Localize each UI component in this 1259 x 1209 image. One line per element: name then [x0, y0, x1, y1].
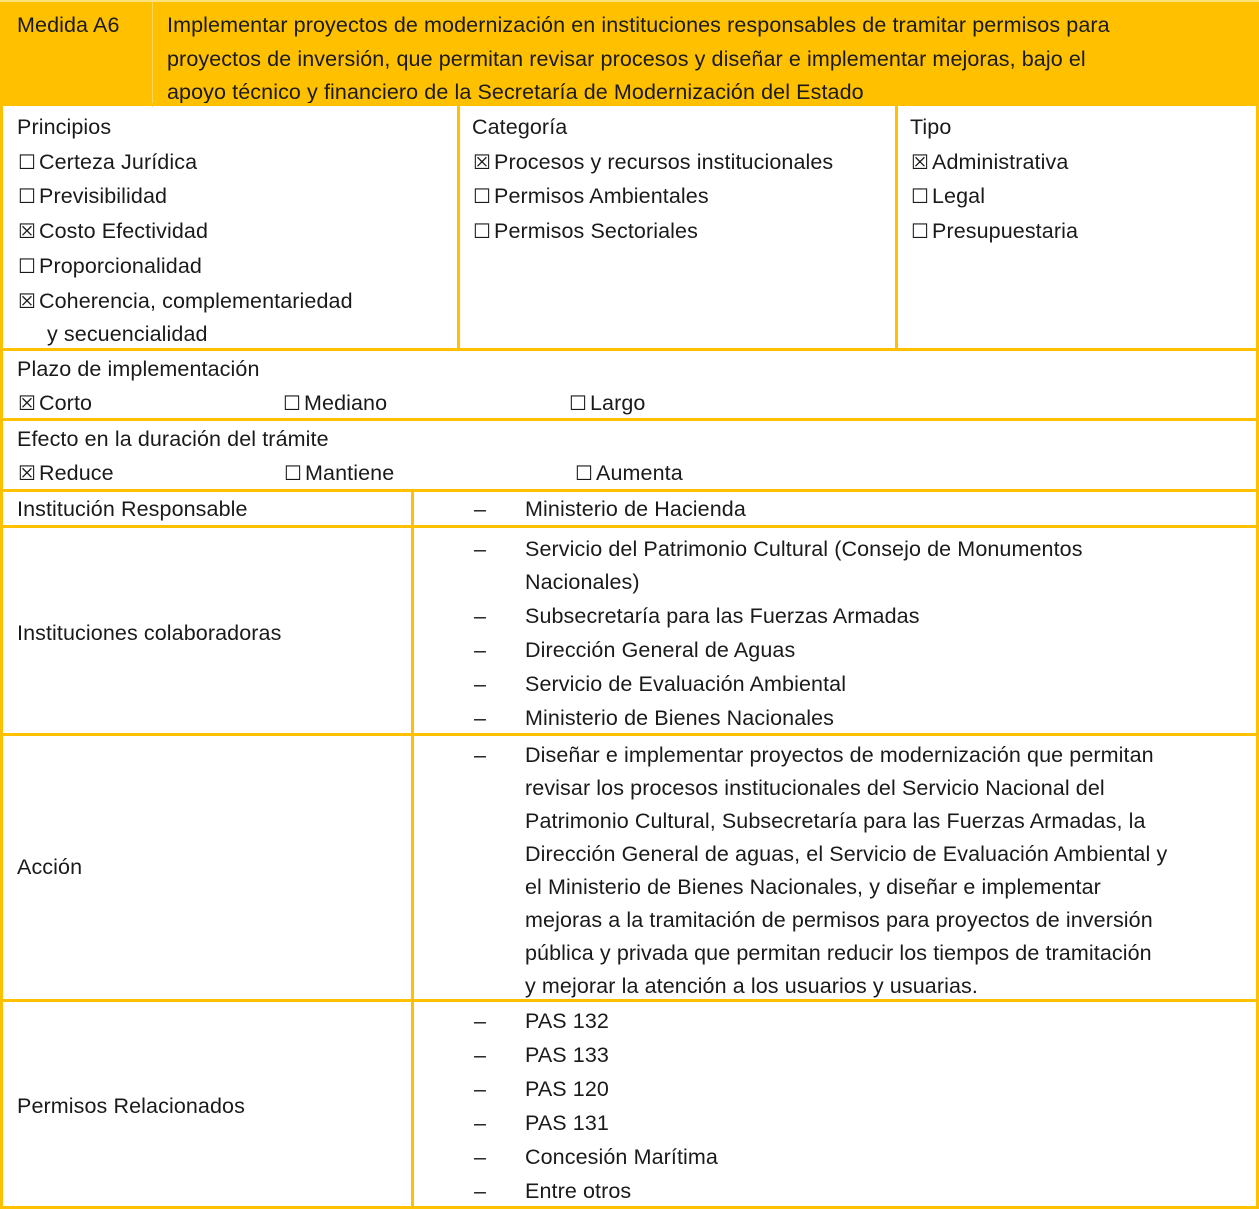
dash-bullet-icon: –	[474, 706, 487, 730]
dash-bullet-icon: –	[474, 1043, 487, 1067]
accion-label: Acción	[17, 855, 83, 879]
tipo-cell	[895, 103, 1259, 351]
permisos-relacionados-value-cell: – PAS 132 – PAS 133 – PAS 120 – PAS 131 – Concesión Marítima – Entre otros	[411, 999, 1259, 1209]
unchecked-box-icon[interactable]: ☐	[18, 256, 37, 278]
checked-box-icon[interactable]: ☒	[18, 463, 37, 485]
measure-title-line-3: apoyo técnico y financiero de la Secretaría de Modernización del Estado	[167, 80, 864, 104]
dash-bullet-icon: –	[474, 1145, 487, 1169]
checked-box-icon[interactable]: ☒	[18, 291, 37, 313]
categoria-label: Categoría	[472, 115, 568, 139]
efecto-mantiene[interactable]: ☐ Mantiene	[284, 456, 394, 491]
principio-certeza-juridica[interactable]: ☐ Certeza Jurídica	[18, 145, 197, 180]
dash-bullet-icon: –	[474, 672, 487, 696]
dash-bullet-icon: –	[474, 1077, 487, 1101]
unchecked-box-icon[interactable]: ☐	[18, 186, 37, 208]
tipo-administrativa[interactable]: ☒ Administrativa	[911, 145, 1068, 180]
checked-box-icon[interactable]: ☒	[911, 152, 930, 174]
principio-costo-efectividad[interactable]: ☒ Costo Efectividad	[18, 214, 208, 249]
accion-line: Diseñar e implementar proyectos de modernización que permitan	[525, 743, 1154, 767]
principio-previsibilidad[interactable]: ☐ Previsibilidad	[18, 179, 167, 214]
plazo-largo[interactable]: ☐ Largo	[569, 386, 646, 421]
unchecked-box-icon[interactable]: ☐	[911, 186, 930, 208]
unchecked-box-icon[interactable]: ☐	[911, 221, 930, 243]
dash-bullet-icon: –	[474, 638, 487, 662]
measure-id: Medida A6	[17, 13, 120, 37]
header-divider	[152, 2, 153, 107]
principio-coherencia[interactable]: ☒ Coherencia, complementariedad	[18, 284, 353, 319]
measure-title-line-2: proyectos de inversión, que permitan revisar procesos y diseñar e implementar mejoras, bajo el	[167, 47, 1086, 71]
accion-line: el Ministerio de Bienes Nacionales, y diseñar e implementar	[525, 875, 1101, 899]
efecto-reduce[interactable]: ☒ Reduce	[18, 456, 114, 491]
dash-bullet-icon: –	[474, 1179, 487, 1203]
dash-bullet-icon: –	[474, 1009, 487, 1033]
dash-bullet-icon: –	[474, 604, 487, 628]
accion-line: Patrimonio Cultural, Subsecretaría para las Fuerzas Armadas, la	[525, 809, 1146, 833]
categoria-cell	[457, 103, 898, 351]
efecto-label: Efecto en la duración del trámite	[17, 427, 329, 451]
unchecked-box-icon[interactable]: ☐	[569, 393, 588, 415]
measure-title-line-1: Implementar proyectos de modernización en instituciones responsables de tramitar permisos para	[167, 13, 1110, 37]
institucion-responsable-label: Institución Responsable	[17, 497, 248, 521]
institucion-responsable-value-cell: – Ministerio de Hacienda	[411, 489, 1259, 528]
accion-line: pública y privada que permitan reducir los tiempos de tramitación	[525, 941, 1152, 965]
instituciones-colaboradoras-label: Instituciones colaboradoras	[17, 621, 282, 645]
accion-line: revisar los procesos institucionales del Servicio Nacional del	[525, 776, 1105, 800]
principio-proporcionalidad[interactable]: ☐ Proporcionalidad	[18, 249, 202, 284]
categoria-permisos-ambientales[interactable]: ☐ Permisos Ambientales	[473, 179, 709, 214]
unchecked-box-icon[interactable]: ☐	[283, 393, 302, 415]
accion-line: Dirección General de aguas, el Servicio de Evaluación Ambiental y	[525, 842, 1168, 866]
permisos-relacionados-label-cell	[0, 999, 414, 1209]
accion-line: y mejorar la atención a los usuarios y usuarias.	[525, 974, 978, 998]
tipo-label: Tipo	[910, 115, 952, 139]
principio-coherencia-continuation: y secuencialidad	[47, 322, 208, 346]
unchecked-box-icon[interactable]: ☐	[284, 463, 303, 485]
unchecked-box-icon[interactable]: ☐	[575, 463, 594, 485]
checked-box-icon[interactable]: ☒	[18, 221, 37, 243]
dash-bullet-icon: –	[474, 537, 487, 561]
tipo-legal[interactable]: ☐ Legal	[911, 179, 985, 214]
efecto-row	[0, 418, 1259, 492]
plazo-mediano[interactable]: ☐ Mediano	[283, 386, 387, 421]
unchecked-box-icon[interactable]: ☐	[18, 152, 37, 174]
efecto-aumenta[interactable]: ☐ Aumenta	[575, 456, 683, 491]
instituciones-colaboradoras-value-cell: – Servicio del Patrimonio Cultural (Consejo de Monumentos Nacionales) – Subsecretaría para las Fuerzas Armadas – Dirección General de Aguas – Servicio de Evaluación Ambiental – Ministerio de Bienes Nacionales	[411, 525, 1259, 736]
categoria-procesos[interactable]: ☒ Procesos y recursos institucionales	[473, 145, 833, 180]
dash-bullet-icon: –	[474, 1111, 487, 1135]
principios-cell	[0, 103, 460, 351]
categoria-permisos-sectoriales[interactable]: ☐ Permisos Sectoriales	[473, 214, 698, 249]
checked-box-icon[interactable]: ☒	[473, 152, 492, 174]
plazo-row	[0, 348, 1259, 421]
tipo-presupuestaria[interactable]: ☐ Presupuestaria	[911, 214, 1078, 249]
instituciones-colaboradoras-label-cell	[0, 525, 414, 736]
accion-value-cell	[411, 733, 1259, 1002]
plazo-label: Plazo de implementación	[17, 357, 260, 381]
accion-line: mejoras a la tramitación de permisos para proyectos de inversión	[525, 908, 1153, 932]
institucion-responsable-label-cell	[0, 489, 414, 528]
measure-header	[0, 0, 1259, 105]
dash-bullet-icon: –	[474, 743, 487, 767]
dash-bullet-icon: –	[474, 497, 487, 521]
principios-label: Principios	[17, 115, 112, 139]
checked-box-icon[interactable]: ☒	[18, 393, 37, 415]
accion-label-cell	[0, 733, 414, 1002]
plazo-corto[interactable]: ☒ Corto	[18, 386, 92, 421]
unchecked-box-icon[interactable]: ☐	[473, 186, 492, 208]
unchecked-box-icon[interactable]: ☐	[473, 221, 492, 243]
permisos-relacionados-label: Permisos Relacionados	[17, 1094, 245, 1118]
